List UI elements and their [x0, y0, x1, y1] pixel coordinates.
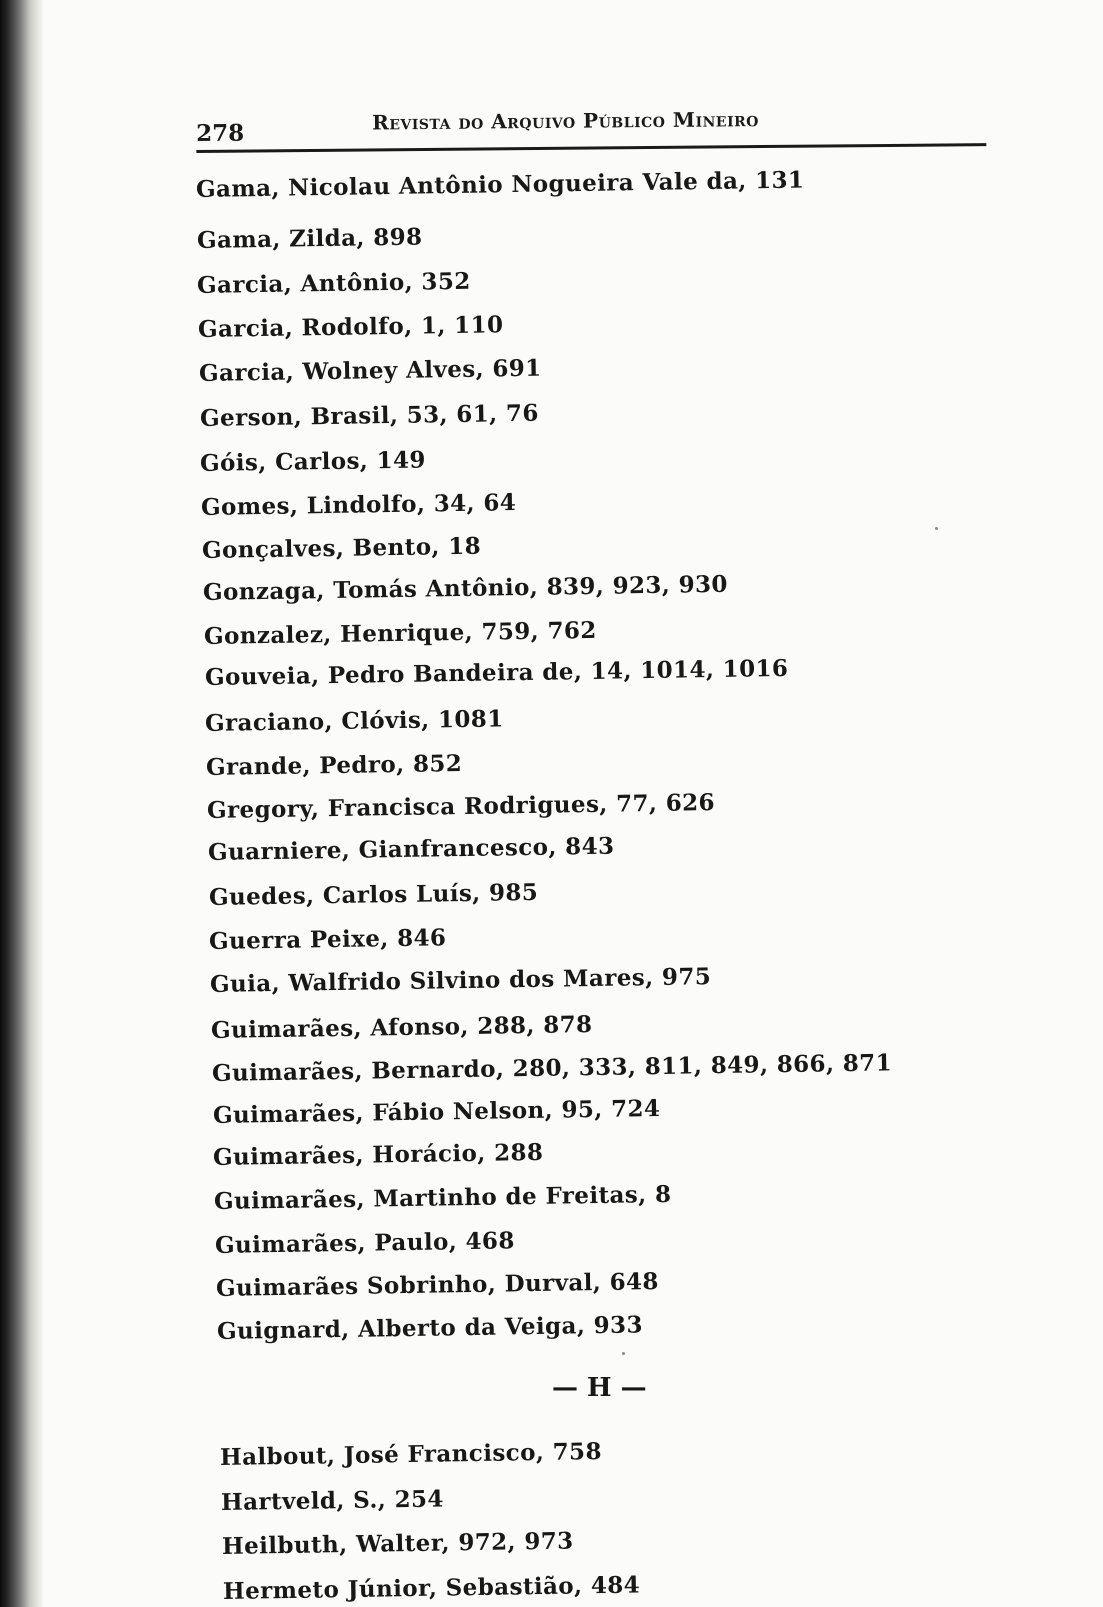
index-entry: Halbout, José Francisco, 758 — [219, 1438, 603, 1471]
section-heading-h: — H — — [552, 1373, 647, 1403]
index-entry: Guia, Walfrido Silvino dos Mares, 975 — [209, 963, 712, 998]
index-entry: Gonçalves, Bento, 18 — [201, 532, 482, 564]
page-number: 278 — [196, 119, 245, 147]
index-entry: Graciano, Clóvis, 1081 — [204, 705, 504, 737]
index-entry: Hartveld, S., 254 — [220, 1485, 445, 1516]
index-entry: Heilbuth, Walter, 972, 973 — [221, 1527, 574, 1560]
index-entry: Gama, Zilda, 898 — [196, 223, 423, 254]
index-entry: Gouveia, Pedro Bandeira de, 14, 1014, 1016 — [204, 654, 789, 691]
index-entry: Garcia, Wolney Alves, 691 — [198, 354, 542, 387]
index-entry: Gonzalez, Henrique, 759, 762 — [203, 616, 597, 650]
index-entry: Gama, Nicolau Antônio Nogueira Vale da, 131 — [195, 166, 805, 203]
index-entry: Gerson, Brasil, 53, 61, 76 — [199, 399, 539, 432]
index-entry: Garcia, Antônio, 352 — [196, 267, 471, 299]
index-entry: Guimarães, Bernardo, 280, 333, 811, 849, 866, 871 — [211, 1049, 893, 1087]
index-entry: Guimarães, Fábio Nelson, 95, 724 — [212, 1094, 661, 1129]
index-entry: Góis, Carlos, 149 — [199, 446, 427, 477]
index-entry: Guedes, Carlos Luís, 985 — [208, 878, 539, 911]
paper-speck — [622, 1352, 625, 1355]
index-entry: Guignard, Alberto da Veiga, 933 — [216, 1311, 644, 1345]
index-entry: Gonzaga, Tomás Antônio, 839, 923, 930 — [202, 570, 729, 606]
paper-speck — [935, 527, 938, 530]
index-entry: Gregory, Francisca Rodrigues, 77, 626 — [206, 789, 716, 824]
index-entry: Garcia, Rodolfo, 1, 110 — [197, 311, 504, 343]
index-entry: Grande, Pedro, 852 — [205, 749, 463, 781]
index-entry: Gomes, Lindolfo, 34, 64 — [200, 489, 517, 521]
index-entry: Guimarães, Afonso, 288, 878 — [210, 1011, 593, 1044]
index-entry: Guimarães, Paulo, 468 — [214, 1227, 515, 1259]
index-entry: Guerra Peixe, 846 — [208, 924, 447, 955]
index-entry: Guimarães, Horácio, 288 — [212, 1138, 544, 1171]
index-entry: Guimarães, Martinho de Freitas, 8 — [213, 1180, 672, 1215]
index-entry: Hermeto Júnior, Sebastião, 484 — [222, 1571, 641, 1605]
index-entry: Guarniere, Gianfrancesco, 843 — [207, 832, 615, 866]
index-entry: Guimarães Sobrinho, Durval, 648 — [215, 1268, 660, 1302]
running-title: Revista do Arquivo Público Mineiro — [372, 107, 760, 135]
